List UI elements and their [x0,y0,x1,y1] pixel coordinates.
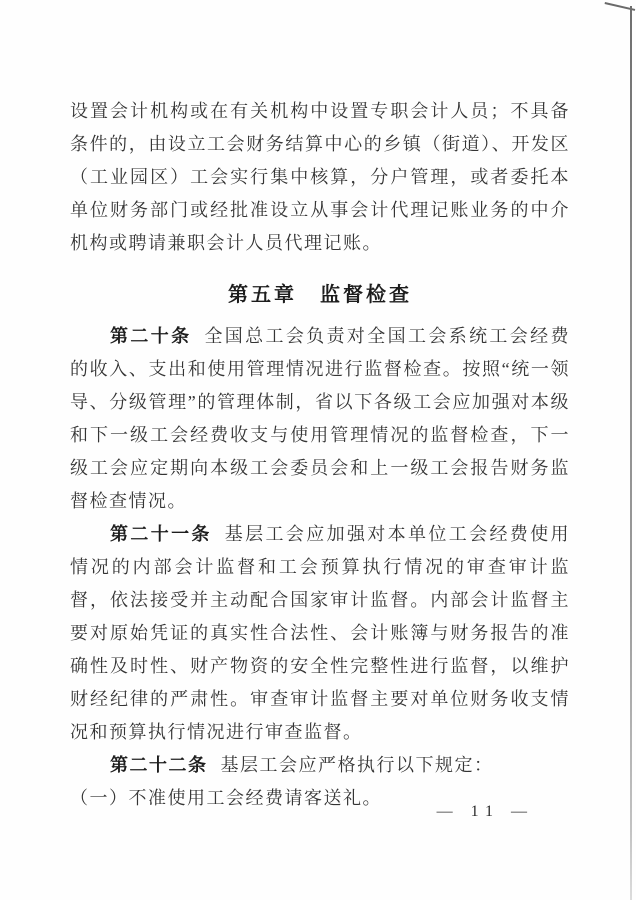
article-20-number: 第二十条 [110,326,192,346]
article-21-text: 基层工会应加强对本单位工会经费使用情况的内部会计监督和工会预算执行情况的审查审计监督，依法接受并主动配合国家审计监督。内部会计监督主要对原始凭证的真实性合法性、会计账簿与财务报告的准确性及时性、财产物资的安全性完整性进行监督，以维护财经纪律的严肃性。审查审计监督主要对单位财务收支情况和预算执行情况进行审查监督。 [70,524,571,742]
chapter-heading: 第五章 监督检查 [228,284,412,306]
article-22 [70,749,570,782]
article-22-text: 基层工会应严格执行以下规定： [220,755,494,775]
page-content [70,95,570,815]
article-20 [70,320,570,518]
list-item-1: （一）不准使用工会经费请客送礼。 [70,788,382,808]
page-number: — 11 — [436,803,534,820]
scan-edge-artifact [630,6,632,900]
article-22-number: 第二十二条 [110,755,208,775]
paragraph-continuation: 设置会计机构或在有关机构中设置专职会计人员；不具备条件的，由设立工会财务结算中心的乡镇（街道）、开发区（工业园区）工会实行集中核算，分户管理，或者委托本单位财务部门或经批准设立从事会计代理记账业务的中介机构或聘请兼职会计人员代理记账。 [70,101,570,253]
article-20-text: 全国总工会负责对全国工会系统工会经费的收入、支出和使用管理情况进行监督检查。按照“统一领导、分级管理”的管理体制，省以下各级工会应加强对本级和下一级工会经费收支与使用管理情况的监督检查，下一级工会应定期向本级工会委员会和上一级工会报告财务监督检查情况。 [70,326,571,511]
article-21-number: 第二十一条 [110,524,212,544]
article-21 [70,518,570,749]
